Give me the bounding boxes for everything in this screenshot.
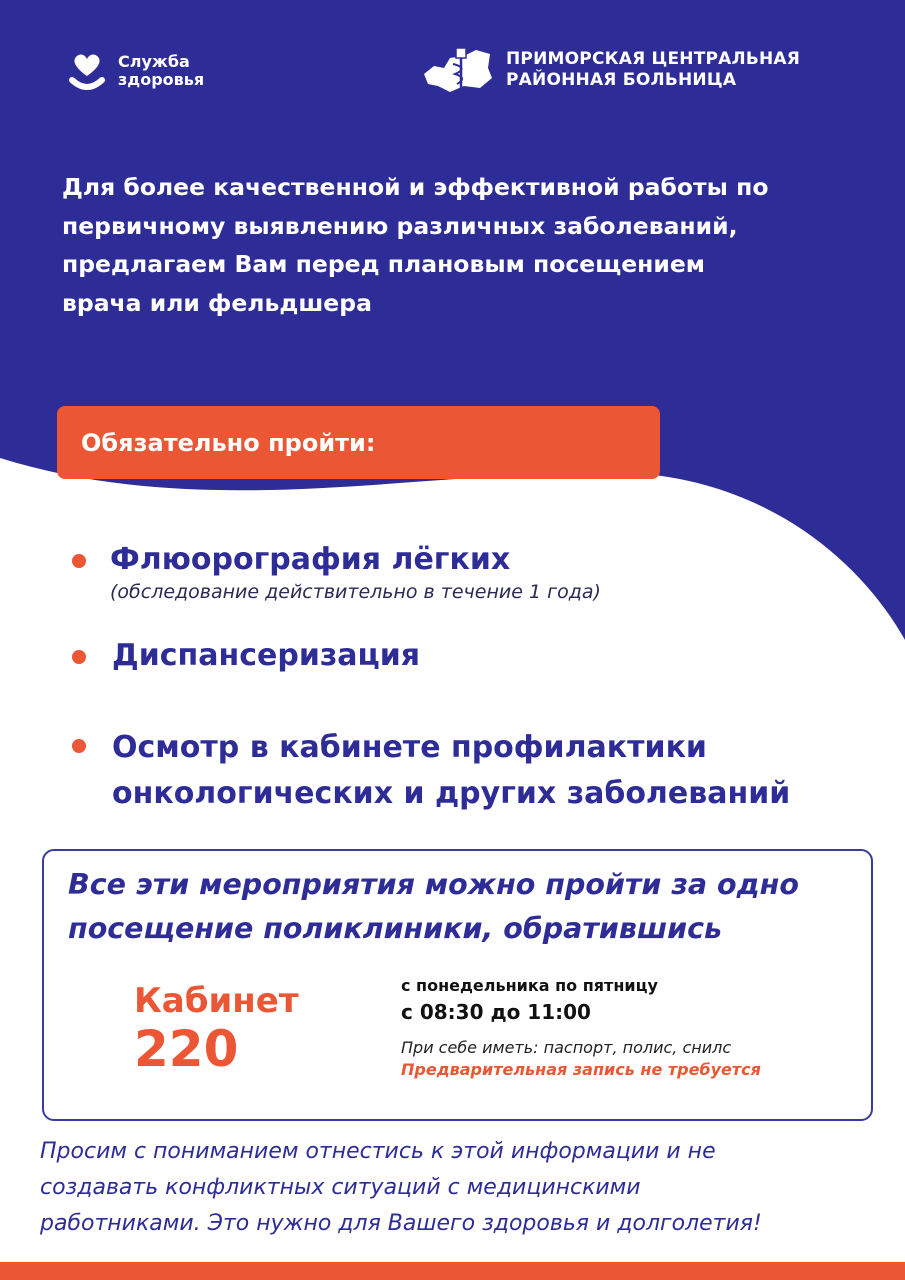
list-item (72, 540, 601, 604)
bullet-dot (72, 739, 86, 753)
no-appointment-note: Предварительная запись не требуется (401, 1060, 761, 1079)
info-heading (68, 863, 858, 951)
list-item (72, 636, 420, 676)
intro-line: Для более качественной и эффективной работы по (62, 173, 769, 201)
item-title: Диспансеризация (112, 638, 421, 673)
item-title-line2: онкологических и других заболеваний (112, 776, 791, 811)
item-note: (обследование действительно в течение 1 года) (110, 581, 601, 603)
footer-paragraph (40, 1134, 870, 1242)
schedule-block (401, 975, 761, 1081)
right-logo-line1: ПРИМОРСКАЯ ЦЕНТРАЛЬНАЯ (506, 49, 801, 69)
must-pass-banner (57, 406, 660, 479)
right-logo-line2: РАЙОННАЯ БОЛЬНИЦА (506, 70, 737, 90)
info-box (42, 849, 873, 1121)
sluzhba-zdorovya-logo (68, 50, 204, 92)
schedule-days: с понедельника по пятницу (401, 976, 658, 995)
must-pass-title: Обязательно пройти: (81, 428, 376, 457)
list-item (72, 725, 790, 817)
bullet-dot (72, 650, 86, 664)
cabinet-block (134, 981, 299, 1077)
info-heading-line2: посещение поликлиники, обратившись (68, 912, 723, 945)
item-title-line1: Осмотр в кабинете профилактики (112, 730, 707, 765)
intro-line: первичному выявлению различных заболеваний, (62, 211, 738, 240)
schedule-hours: с 08:30 до 11:00 (401, 1000, 591, 1024)
cabinet-word: Кабинет (134, 981, 299, 1021)
info-heading-line1: Все эти мероприятия можно пройти за одно (68, 868, 799, 901)
documents-note: При себе иметь: паспорт, полис, снилс (401, 1038, 732, 1057)
hospital-emblem-icon (420, 44, 496, 96)
intro-line: предлагаем Вам перед плановым посещением (62, 250, 705, 278)
heart-smile-icon (68, 50, 106, 92)
left-logo-line1: Служба (118, 52, 190, 71)
footer-line: создавать конфликтных ситуаций с медицинскими (40, 1175, 641, 1200)
intro-line: врача или фельдшера (62, 288, 372, 317)
item-title: Флюорография лёгких (110, 542, 511, 577)
left-logo-line2: здоровья (118, 70, 205, 89)
hospital-logo (420, 44, 800, 96)
footer-line: работниками. Это нужно для Вашего здоровья и долголетия! (40, 1211, 762, 1236)
intro-paragraph (62, 168, 862, 322)
bullet-dot (72, 554, 86, 568)
footer-line: Просим с пониманием отнестись к этой информации и не (40, 1139, 716, 1164)
cabinet-number: 220 (134, 1020, 239, 1078)
bottom-accent-bar (0, 1262, 905, 1280)
